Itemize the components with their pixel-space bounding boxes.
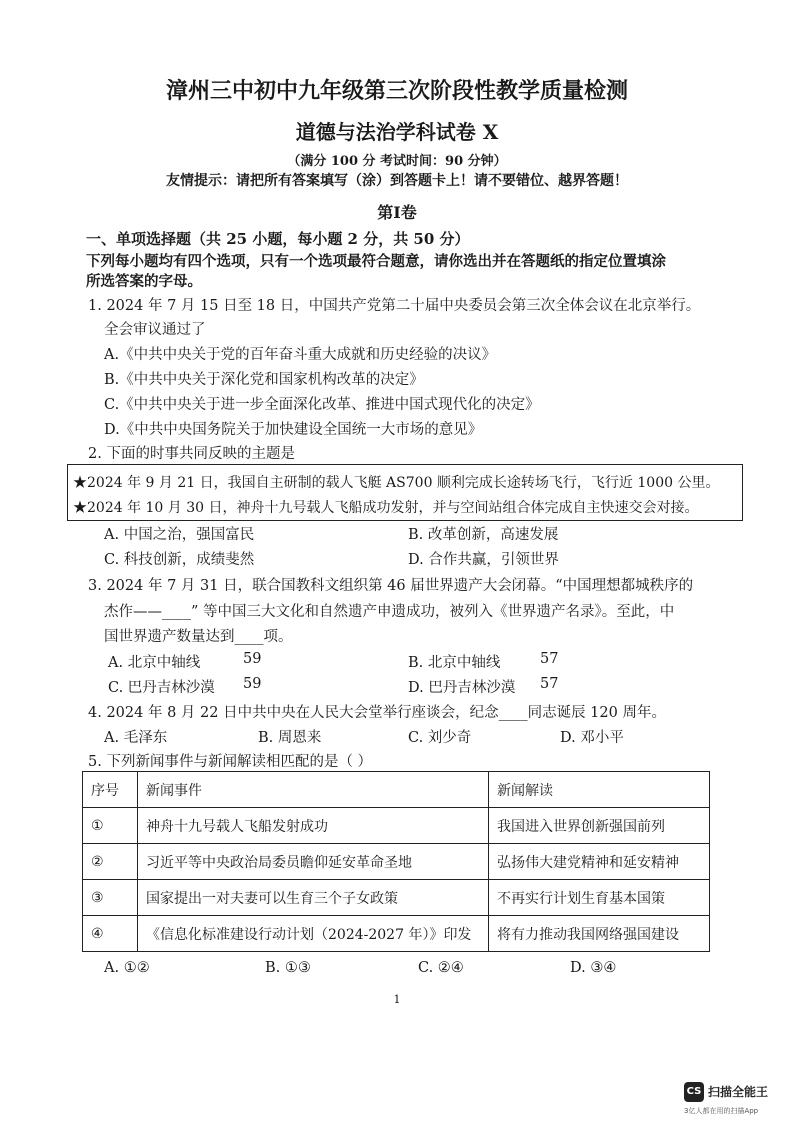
q3-option-a-place: A. 北京中轴线 [108, 655, 201, 671]
table-cell: ③ [83, 880, 138, 916]
q3-option-b-place: B. 北京中轴线 [408, 655, 501, 671]
q3-option-d-number: 57 [540, 676, 559, 692]
instruction-line-2: 所选答案的字母。 [86, 273, 202, 290]
watermark-tagline: 3亿人都在用的扫描App [684, 1107, 759, 1115]
q1-option-d: D.《中共中央国务院关于加快建设全国统一大市场的意见》 [104, 422, 483, 438]
table-row [83, 808, 710, 844]
q4-option-a: A. 毛泽东 [104, 730, 168, 746]
q2-option-c: C. 科技创新，成绩斐然 [104, 552, 255, 568]
q3-stem-line-3: 国世界遗产数量达到____项。 [104, 629, 293, 645]
q4-stem: 4. 2024 年 8 月 22 日中共中央在人民大会堂举行座谈会，纪念____同志诞辰 120 周年。 [88, 705, 666, 721]
q1-option-a: A.《中共中央关于党的百年奋斗重大成就和历史经验的决议》 [104, 347, 497, 363]
q2-option-b: B. 改革创新，高速发展 [408, 527, 559, 543]
q3-option-c-place: C. 巴丹吉林沙漠 [108, 680, 215, 696]
q3-option-a-number: 59 [243, 651, 262, 667]
q2-option-a: A. 中国之治，强国富民 [104, 527, 255, 543]
q5-news-table [82, 771, 710, 952]
q2-news-item-2: ★2024 年 10 月 30 日，神舟十九号载人飞船成功发射，并与空间站组合体完成自主快速交会对接。 [73, 500, 699, 516]
page-number: 1 [393, 993, 401, 1006]
q4-option-b: B. 周恩来 [258, 730, 322, 746]
table-cell: ① [83, 808, 138, 844]
q4-option-c: C. 刘少奇 [408, 730, 472, 746]
table-cell: 我国进入世界创新强国前列 [489, 808, 710, 844]
q5-option-c: C. ②④ [418, 960, 464, 976]
q1-option-c: C.《中共中央关于进一步全面深化改革、推进中国式现代化的决定》 [104, 397, 540, 413]
q3-option-c-number: 59 [243, 676, 262, 692]
q3-option-b-number: 57 [540, 651, 559, 667]
table-row [83, 844, 710, 880]
q5-stem: 5. 下列新闻事件与新闻解读相匹配的是（ ） [88, 754, 373, 770]
q3-option-d-place: D. 巴丹吉林沙漠 [408, 680, 516, 696]
table-header-row [83, 772, 710, 808]
table-cell: ④ [83, 916, 138, 952]
q5-option-b: B. ①③ [265, 960, 311, 976]
q2-option-d: D. 合作共赢，引领世界 [408, 552, 559, 568]
camscanner-logo-icon: CS [684, 1082, 704, 1102]
instruction-line-1: 下列每小题均有四个选项，只有一个选项最符合题意，请你选出并在答题纸的指定位置填涂 [86, 253, 666, 270]
volume-heading: 第Ⅰ卷 [377, 203, 417, 222]
table-cell: 国家提出一对夫妻可以生育三个子女政策 [138, 880, 489, 916]
table-row [83, 916, 710, 952]
q4-option-d: D. 邓小平 [560, 730, 624, 746]
table-cell: ② [83, 844, 138, 880]
exam-subject: 道德与法治学科试卷 X [295, 120, 499, 144]
watermark-name: 扫描全能王 [708, 1085, 769, 1099]
table-header-cell: 序号 [83, 772, 138, 808]
table-cell: 弘扬伟大建党精神和延安精神 [489, 844, 710, 880]
table-cell: 将有力推动我国网络强国建设 [489, 916, 710, 952]
friendly-tip: 友情提示：请把所有答案填写（涂）到答题卡上！请不要错位、越界答题！ [166, 173, 628, 189]
score-time: （满分 100 分 考试时间：90 分钟） [287, 154, 507, 169]
table-cell: 《信息化标准建设行动计划（2024-2027 年）》印发 [138, 916, 489, 952]
q2-stem: 2. 下面的时事共同反映的主题是 [88, 446, 295, 462]
q1-stem-line-1: 1. 2024 年 7 月 15 日至 18 日，中国共产党第二十届中央委员会第三次全体会议在北京举行。 [88, 298, 701, 314]
q1-stem-line-2: 全会审议通过了 [104, 322, 206, 338]
table-cell: 不再实行计划生育基本国策 [489, 880, 710, 916]
q5-option-d: D. ③④ [570, 960, 617, 976]
exam-title: 漳州三中初中九年级第三次阶段性教学质量检测 [165, 78, 628, 104]
q1-option-b: B.《中共中央关于深化党和国家机构改革的决定》 [104, 372, 424, 388]
q3-stem-line-1: 3. 2024 年 7 月 31 日，联合国教科文组织第 46 届世界遗产大会闭幕。“中国理想都城秩序的 [88, 578, 694, 594]
q2-news-item-1: ★2024 年 9 月 21 日，我国自主研制的载人飞艇 AS700 顺利完成长途转场飞行，飞行近 1000 公里。 [73, 475, 720, 491]
q3-stem-line-2: 杰作——____” 等中国三大文化和自然遗产申遗成功，被列入《世界遗产名录》。至此，中 [104, 604, 675, 620]
table-header-cell: 新闻解读 [489, 772, 710, 808]
table-cell: 神舟十九号载人飞船发射成功 [138, 808, 489, 844]
table-header-cell: 新闻事件 [138, 772, 489, 808]
table-row [83, 880, 710, 916]
table-cell: 习近平等中央政治局委员瞻仰延安革命圣地 [138, 844, 489, 880]
section-heading: 一、单项选择题（共 25 小题，每小题 2 分，共 50 分） [86, 230, 470, 248]
q5-option-a: A. ①② [104, 960, 150, 976]
